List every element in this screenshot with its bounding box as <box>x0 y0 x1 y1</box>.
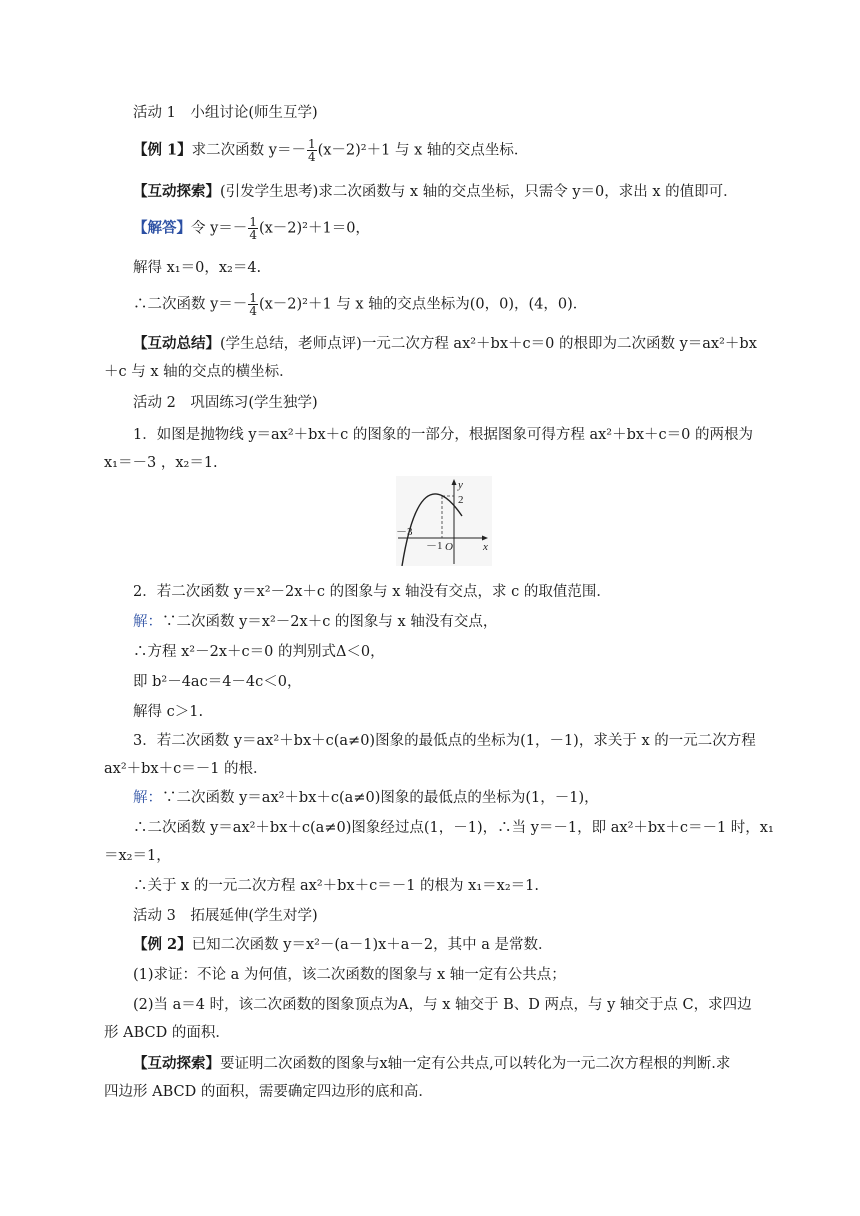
example-1-text-b: (x－2)²＋1 与 x 轴的交点坐标． <box>317 142 529 159</box>
answer-1 <box>133 216 795 241</box>
answer-1-line-2: 解得 x₁＝0，x₂＝4. <box>133 260 262 276</box>
explore-1-text: (引发学生思考)求二次函数与 x 轴的交点坐标，只需令 y＝0，求出 x 的值即可． <box>220 184 738 200</box>
example-2-part-2-line-1: (2)当 a＝4 时，该二次函数的图象顶点为A，与 x 轴交于 B、D 两点，与 y 轴交于点 C，求四边 <box>133 997 752 1013</box>
summary-1-text-1: (学生总结，老师点评)一元二次方程 ax²＋bx＋c＝0 的根即为二次函数 y＝ax²＋bx <box>220 336 757 352</box>
question-3-solution-3: ＝x₂＝1， <box>104 848 171 864</box>
tick-label-2: 2 <box>458 494 464 506</box>
example-1-label: 【例 1】 <box>133 141 192 159</box>
example-2-part-1: (1)求证：不论 a 为何值，该二次函数的图象与 x 轴一定有公共点； <box>133 967 566 983</box>
fraction: $\frac{1}{4}$ <box>249 291 257 318</box>
answer-1-label: 【解答】 <box>133 219 191 237</box>
explore-1 <box>133 182 795 202</box>
activity-2-title: 活动 2 巩固练习(学生独学) <box>133 395 318 411</box>
question-3-solution-1: 解：∵二次函数 y＝ax²＋bx＋c(a≠0)图象的最低点的坐标为(1，－1)， <box>133 790 599 806</box>
answer-1-line-3: ∴二次函数 y＝－ $\frac{1}{4}$ (x－2)²＋1 与 x 轴的交点坐标为(0，0)，(4，0)． <box>133 291 588 318</box>
question-1-line-1: 1．如图是抛物线 y＝ax²＋bx＋c 的图象的一部分，根据图象可得方程 ax²＋bx＋c＝0 的两根为 <box>133 427 754 443</box>
summary-1-label: 【互动总结】 <box>133 335 220 352</box>
example-1 <box>133 138 795 163</box>
explore-1-label: 【互动探索】 <box>133 183 220 200</box>
parabola-graph <box>396 476 492 566</box>
question-2-solution-2: ∴方程 x²－2x＋c＝0 的判别式Δ＜0， <box>133 644 385 660</box>
question-3-line-2: ax²＋bx＋c＝－1 的根． <box>104 761 268 777</box>
y-axis-label: y <box>458 479 463 491</box>
question-2-solution-4: 解得 c＞1. <box>133 704 204 720</box>
question-2-line-1: 2．若二次函数 y＝x²－2x＋c 的图象与 x 轴没有交点，求 c 的取值范围． <box>133 584 611 600</box>
summary-1 <box>133 334 795 354</box>
activity-1-title: 活动 1 小组讨论(师生互学) <box>133 105 318 121</box>
example-2-label: 【例 2】 <box>133 936 192 953</box>
graph-background <box>396 476 492 566</box>
question-3-line-1: 3．若二次函数 y＝ax²＋bx＋c(a≠0)图象的最低点的坐标为(1，－1)，求关于 x 的一元二次方程 <box>133 733 756 749</box>
activity-3-title: 活动 3 拓展延伸(学生对学) <box>133 908 318 924</box>
tick-label-neg3: －3 <box>396 526 413 538</box>
summary-1-text-2: ＋c 与 x 轴的交点的横坐标． <box>104 364 294 380</box>
example-2: 【例 2】已知二次函数 y＝x²－(a－1)x＋a－2，其中 a 是常数． <box>133 936 553 953</box>
origin-label: O <box>445 541 453 553</box>
fraction: $\frac{1}{4}$ <box>307 137 316 164</box>
question-3-solution-4: ∴关于 x 的一元二次方程 ax²＋bx＋c＝－1 的根为 x₁＝x₂＝1. <box>133 878 539 894</box>
answer-1-text-a: 令 y＝－ <box>191 220 248 237</box>
solution-label: 解： <box>133 790 162 806</box>
question-1-line-2: x₁＝－3 ，x₂＝1. <box>104 455 218 471</box>
answer-1-text-b: (x－2)²＋1＝0， <box>258 220 370 237</box>
example-2-part-2-line-2: 形 ABCD 的面积． <box>104 1025 230 1041</box>
explore-2-text-2: 四边形 ABCD 的面积，需要确定四边形的底和高． <box>104 1084 433 1100</box>
example-1-text-a: 求二次函数 y＝－ <box>191 142 306 159</box>
question-2-solution-3: 即 b²－4ac＝4－4c＜0， <box>133 674 302 690</box>
solution-label: 解： <box>133 614 162 630</box>
x-axis-label: x <box>483 541 488 553</box>
question-3-solution-2: ∴二次函数 y＝ax²＋bx＋c(a≠0)图象经过点(1，－1)，∴当 y＝－1，即 ax²＋bx＋c＝－1 时，x₁ <box>133 820 774 836</box>
explore-2: 【互动探索】要证明二次函数的图象与x轴一定有公共点,可以转化为一元二次方程根的判断.求 <box>133 1055 731 1072</box>
explore-2-label: 【互动探索】 <box>133 1055 220 1072</box>
fraction: $\frac{1}{4}$ <box>249 215 257 242</box>
tick-label-neg1: －1 <box>426 540 443 552</box>
question-2-solution-1: 解：∵二次函数 y＝x²－2x＋c 的图象与 x 轴没有交点， <box>133 614 498 630</box>
